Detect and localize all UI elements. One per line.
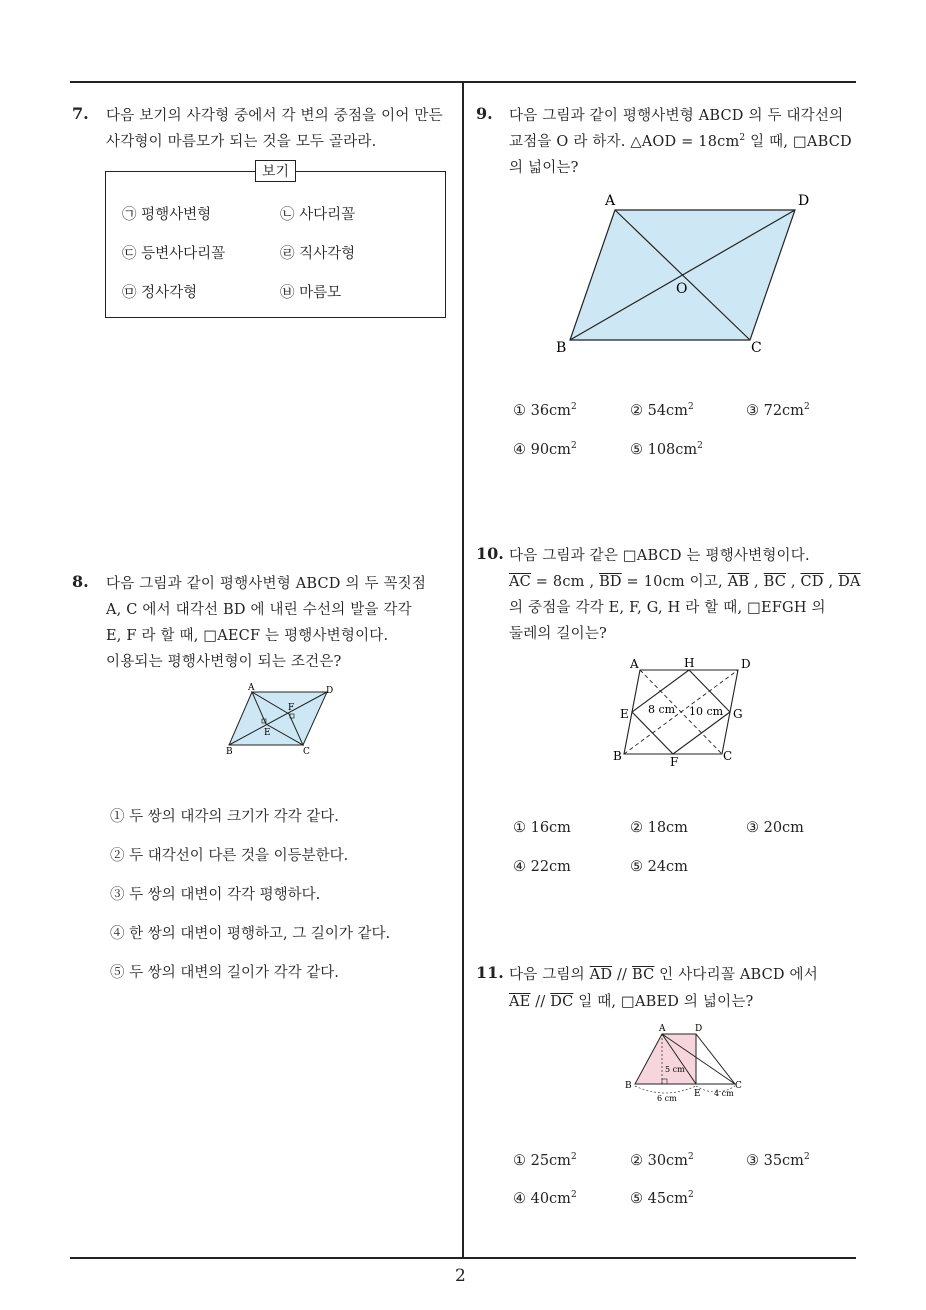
q10-text-line2	[509, 570, 861, 591]
q10-seg-ac: $\overline{AC}$	[509, 574, 531, 590]
q11-seg-bc: $\overline{BC}$	[631, 967, 655, 983]
q11-choice-1-text: ① 25cm	[513, 1152, 571, 1169]
q11-label-ec: 4 cm	[714, 1089, 734, 1098]
q8-text-line4: 이용되는 평행사변형이 되는 조건은?	[106, 654, 342, 670]
q11-label-c: C	[735, 1081, 742, 1091]
q8-label-d: D	[326, 686, 334, 696]
q10-number: 10.	[476, 544, 504, 563]
q10-label-a: A	[630, 657, 639, 671]
q8-label-f: F	[288, 703, 295, 713]
q10-choice-4[interactable]: ④ 22cm	[513, 859, 571, 875]
q11-number: 11.	[476, 963, 504, 982]
q9-label-o: O	[676, 281, 688, 297]
q9-text-line3: 의 넓이는?	[509, 160, 579, 176]
q10-label-g: G	[733, 707, 743, 721]
q10-choice-1[interactable]: ① 16cm	[513, 820, 571, 836]
q11-line1-t2: //	[612, 967, 632, 983]
q7-item-5: ㉤ 정사각형	[122, 285, 198, 301]
q10-seg-bc: $\overline{BC}$	[763, 574, 787, 590]
q7-item-1: ㉠ 평행사변형	[122, 207, 212, 223]
q8-text-line1: 다음 그림과 같이 평행사변형 ABCD 의 두 꼭짓점	[106, 576, 427, 592]
q10-label-c: C	[723, 749, 733, 763]
q8-choice-2[interactable]: ② 두 대각선이 다른 것을 이등분한다.	[110, 848, 349, 864]
q9-line2-part1: 교점을 O 라 하자. △AOD = 18cm	[509, 134, 740, 150]
q11-choice-5-sup: 2	[687, 1190, 694, 1200]
q10-line2-t4: ,	[786, 574, 801, 590]
q10-line2-t2: = 10cm 이고,	[621, 574, 728, 590]
q10-line2-t1: = 8cm ,	[530, 574, 600, 590]
q10-text-line3: 의 중점을 각각 E, F, G, H 라 할 때, □EFGH 의	[509, 600, 826, 616]
q9-choice-1[interactable]	[513, 402, 577, 419]
q8-choice-5[interactable]: ⑤ 두 쌍의 대변의 길이가 각각 같다.	[110, 965, 339, 981]
q11-label-b: B	[625, 1081, 632, 1091]
q8-choice-1[interactable]: ① 두 쌍의 대각의 크기가 각각 같다.	[110, 809, 339, 825]
q9-text-line1: 다음 그림과 같이 평행사변형 ABCD 의 두 대각선의	[509, 108, 844, 124]
q9-label-a: A	[605, 193, 616, 209]
q9-choice-2[interactable]	[630, 402, 694, 419]
q8-text-line2: A, C 에서 대각선 BD 에 내린 수선의 발을 각각	[106, 602, 412, 618]
q10-label-ac-length: 8 cm	[648, 703, 676, 716]
q10-seg-da: $\overline{DA}$	[838, 574, 861, 590]
q10-label-e: E	[620, 707, 629, 721]
q9-choice-3-text: ③ 72cm	[746, 402, 804, 419]
q11-text-line1	[509, 963, 818, 984]
q11-choice-2-text: ② 30cm	[630, 1152, 688, 1169]
q9-line2-sup: 2	[739, 133, 746, 144]
q10-text-line4: 둘레의 길이는?	[509, 626, 608, 642]
q11-line1-t3: 인 사다리꼴 ABCD 에서	[654, 967, 818, 983]
bottom-rule	[70, 1257, 856, 1259]
q9-text-line2	[509, 130, 852, 151]
q10-parallelogram-figure	[610, 652, 760, 772]
q11-line2-t2: 일 때, □ABED 의 넓이는?	[573, 994, 754, 1010]
q9-line2-part2: 일 때, □ABCD	[745, 134, 852, 150]
q11-seg-ae: $\overline{AE}$	[509, 994, 531, 1010]
q9-choice-2-sup: 2	[687, 402, 694, 412]
q10-choice-3[interactable]: ③ 20cm	[746, 820, 804, 836]
q7-item-4: ㉣ 직사각형	[280, 246, 356, 262]
q7-number: 7.	[72, 104, 89, 123]
q10-choice-5[interactable]: ⑤ 24cm	[630, 859, 688, 875]
column-divider	[462, 81, 464, 1259]
q9-choice-2-text: ② 54cm	[630, 402, 688, 419]
q11-choice-4-sup: 2	[570, 1190, 577, 1200]
q7-item-3: ㉢ 등변사다리꼴	[122, 246, 226, 262]
q8-label-e: E	[264, 728, 271, 738]
q11-label-a: A	[659, 1024, 666, 1034]
q9-choice-4-text: ④ 90cm	[513, 441, 571, 458]
q9-choice-1-text: ① 36cm	[513, 402, 571, 419]
page-number: 2	[455, 1266, 466, 1286]
q9-choice-5-text: ⑤ 108cm	[630, 441, 698, 458]
q10-seg-bd: $\overline{BD}$	[599, 574, 622, 590]
q11-choice-2[interactable]	[630, 1152, 694, 1169]
q7-box-title: 보기	[255, 160, 296, 182]
q8-label-c: C	[303, 747, 310, 757]
q7-item-6: ㉥ 마름모	[280, 285, 342, 301]
q10-seg-cd: $\overline{CD}$	[800, 574, 824, 590]
q9-choice-5[interactable]	[630, 441, 703, 458]
q10-choice-2[interactable]: ② 18cm	[630, 820, 688, 836]
q10-label-bd-length: 10 cm	[689, 705, 724, 718]
q8-label-a: A	[248, 683, 255, 693]
q11-choice-3-sup: 2	[803, 1152, 810, 1162]
q11-choice-3-text: ③ 35cm	[746, 1152, 804, 1169]
q8-choice-4[interactable]: ④ 한 쌍의 대변이 평행하고, 그 길이가 같다.	[110, 926, 391, 942]
q9-number: 9.	[476, 104, 493, 123]
q11-choice-2-sup: 2	[687, 1152, 694, 1162]
q10-seg-ab: $\overline{AB}$	[727, 574, 750, 590]
q8-text-line3: E, F 라 할 때, □AECF 는 평행사변형이다.	[106, 628, 389, 644]
q11-choice-5[interactable]	[630, 1190, 694, 1207]
q11-choice-1[interactable]	[513, 1152, 577, 1169]
q9-label-b: B	[556, 340, 567, 356]
q9-label-d: D	[798, 193, 810, 209]
q11-line1-t1: 다음 그림의	[509, 967, 590, 983]
q8-choice-3[interactable]: ③ 두 쌍의 대변이 각각 평행하다.	[110, 887, 321, 903]
q7-text-line1: 다음 보기의 사각형 중에서 각 변의 중점을 이어 만든	[106, 108, 443, 124]
q9-choice-1-sup: 2	[570, 402, 577, 412]
q9-choice-3-sup: 2	[803, 402, 810, 412]
q11-choice-3[interactable]	[746, 1152, 810, 1169]
q7-text-line2: 사각형이 마름모가 되는 것을 모두 골라라.	[106, 134, 377, 150]
q10-line2-t3: ,	[749, 574, 764, 590]
q11-shaded-abed	[635, 1034, 696, 1084]
q9-parallelogram-figure	[550, 188, 820, 358]
q11-trapezoid-figure	[622, 1020, 747, 1105]
q8-parallelogram-figure	[220, 680, 345, 760]
q11-seg-ad: $\overline{AD}$	[589, 967, 613, 983]
q11-choice-4[interactable]	[513, 1190, 577, 1207]
q11-label-e: E	[694, 1089, 701, 1099]
q11-choice-4-text: ④ 40cm	[513, 1190, 571, 1207]
q9-label-c: C	[751, 340, 762, 356]
q11-choice-5-text: ⑤ 45cm	[630, 1190, 688, 1207]
q10-label-h: H	[684, 656, 695, 670]
q10-label-f: F	[670, 755, 679, 769]
q10-label-d: D	[741, 657, 751, 671]
q9-choice-3[interactable]	[746, 402, 810, 419]
q9-choice-4-sup: 2	[570, 441, 577, 451]
q9-choice-4[interactable]	[513, 441, 577, 458]
q11-text-line2	[509, 990, 754, 1011]
q9-choice-5-sup: 2	[697, 441, 703, 451]
q11-line2-t1: //	[530, 994, 551, 1010]
q11-label-be: 6 cm	[657, 1094, 677, 1103]
q8-label-b: B	[226, 747, 233, 757]
q11-label-height: 5 cm	[665, 1065, 685, 1074]
q8-number: 8.	[72, 572, 89, 591]
q11-seg-dc: $\overline{DC}$	[550, 994, 574, 1010]
q11-brace-be	[635, 1086, 696, 1093]
q10-label-b: B	[613, 749, 622, 763]
q10-text-line1: 다음 그림과 같은 □ABCD 는 평행사변형이다.	[509, 548, 810, 564]
q7-item-2: ㉡ 사다리꼴	[280, 207, 356, 223]
q11-label-d: D	[695, 1024, 703, 1034]
q11-choice-1-sup: 2	[570, 1152, 577, 1162]
q10-line2-t5: ,	[823, 574, 839, 590]
